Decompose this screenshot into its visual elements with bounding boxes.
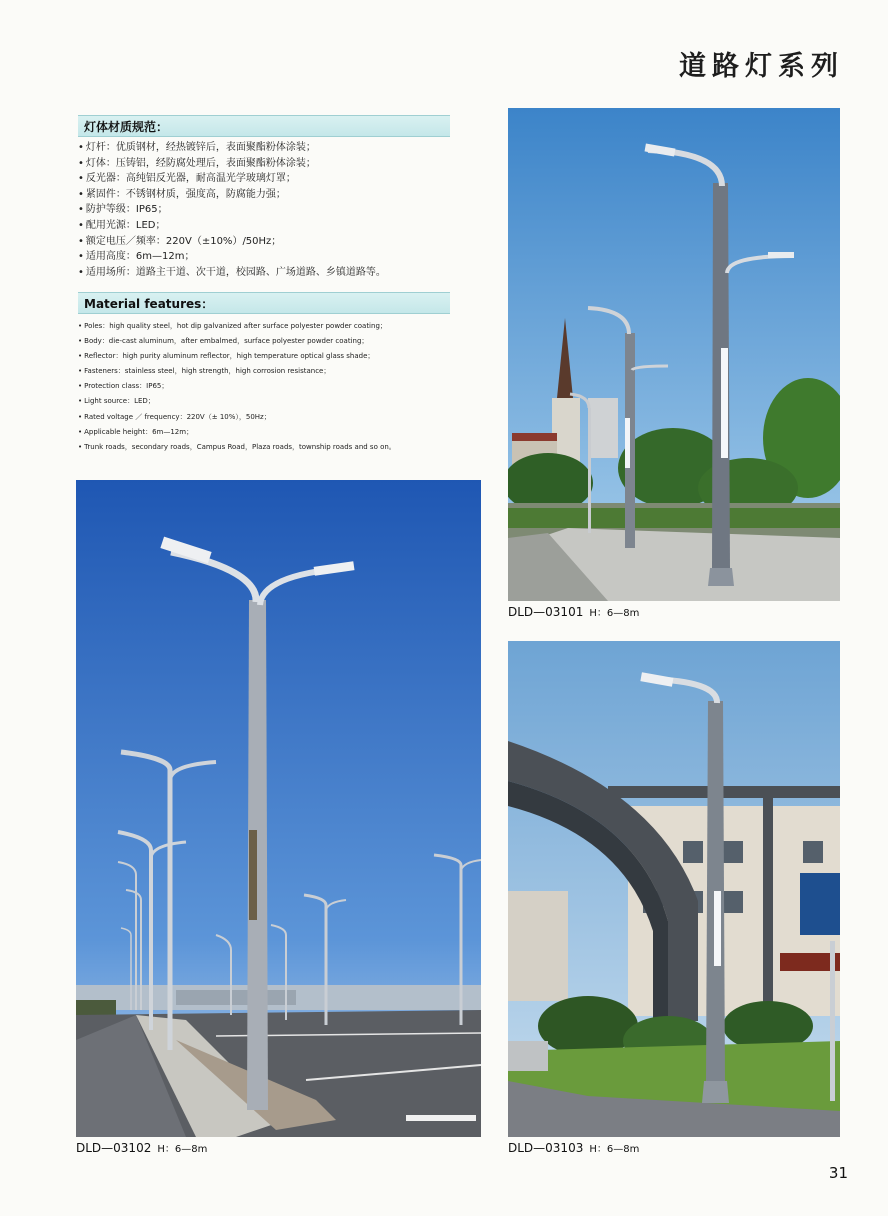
- product-photo-dld-03101: [508, 108, 840, 601]
- page-number: 31: [828, 1164, 848, 1182]
- list-item: • Protection class：IP65；: [78, 379, 458, 394]
- caption-dld-03102: [76, 1140, 207, 1155]
- height-spec: H：6—8m: [157, 1144, 208, 1155]
- list-item: • 额定电压／频率：220V（±10%）/50Hz；: [78, 234, 458, 250]
- section-heading-cn-text: 灯体材质规范：: [84, 120, 169, 134]
- product-photo-dld-03103: [508, 641, 840, 1137]
- list-item: • Body：die-cast aluminum，after embalmed，surface polyester powder coating；: [78, 334, 458, 349]
- list-item: • Rated voltage ／ frequency：220V（± 10%），50Hz；: [78, 410, 458, 425]
- list-item: • 灯体：压铸铝，经防腐处理后，表面聚酯粉体涂装；: [78, 156, 458, 172]
- list-item: • Applicable height：6m—12m；: [78, 425, 458, 440]
- list-item: • 适用场所：道路主干道、次干道，校园路、广场道路、乡镇道路等。: [78, 265, 458, 281]
- series-title: 道路灯系列: [679, 51, 844, 82]
- list-item: • 防护等级：IP65；: [78, 202, 458, 218]
- materials-en-list: [78, 319, 458, 455]
- list-item: • Light source：LED；: [78, 394, 458, 409]
- caption-dld-03103: [508, 1140, 639, 1155]
- section-heading-en: [78, 292, 450, 314]
- materials-cn-list: [78, 140, 458, 280]
- product-photo-dld-03102: [76, 480, 481, 1137]
- section-heading-cn: [78, 115, 450, 137]
- height-spec: H：6—8m: [589, 1144, 640, 1155]
- model-code: DLD—03103: [508, 1141, 584, 1155]
- list-item: • 反光器：高纯铝反光器，耐高温光学玻璃灯罩；: [78, 171, 458, 187]
- list-item: • Trunk roads，secondary roads，Campus Road，Plaza roads，township roads and so on。: [78, 440, 458, 455]
- model-code: DLD—03102: [76, 1141, 152, 1155]
- model-code: DLD—03101: [508, 605, 584, 619]
- list-item: • Poles：high quality steel，hot dip galvanized after surface polyester powder coating；: [78, 319, 458, 334]
- list-item: • Fasteners：stainless steel，high strength，high corrosion resistance；: [78, 364, 458, 379]
- height-spec: H：6—8m: [589, 608, 640, 619]
- list-item: • 适用高度：6m—12m；: [78, 249, 458, 265]
- list-item: • Reflector：high purity aluminum reflector，high temperature optical glass shade；: [78, 349, 458, 364]
- section-heading-en-text: Material features：: [84, 297, 214, 311]
- list-item: • 灯杆：优质钢材，经热镀锌后，表面聚酯粉体涂装；: [78, 140, 458, 156]
- list-item: • 紧固件：不锈钢材质，强度高，防腐能力强；: [78, 187, 458, 203]
- list-item: • 配用光源：LED；: [78, 218, 458, 234]
- caption-dld-03101: [508, 604, 639, 619]
